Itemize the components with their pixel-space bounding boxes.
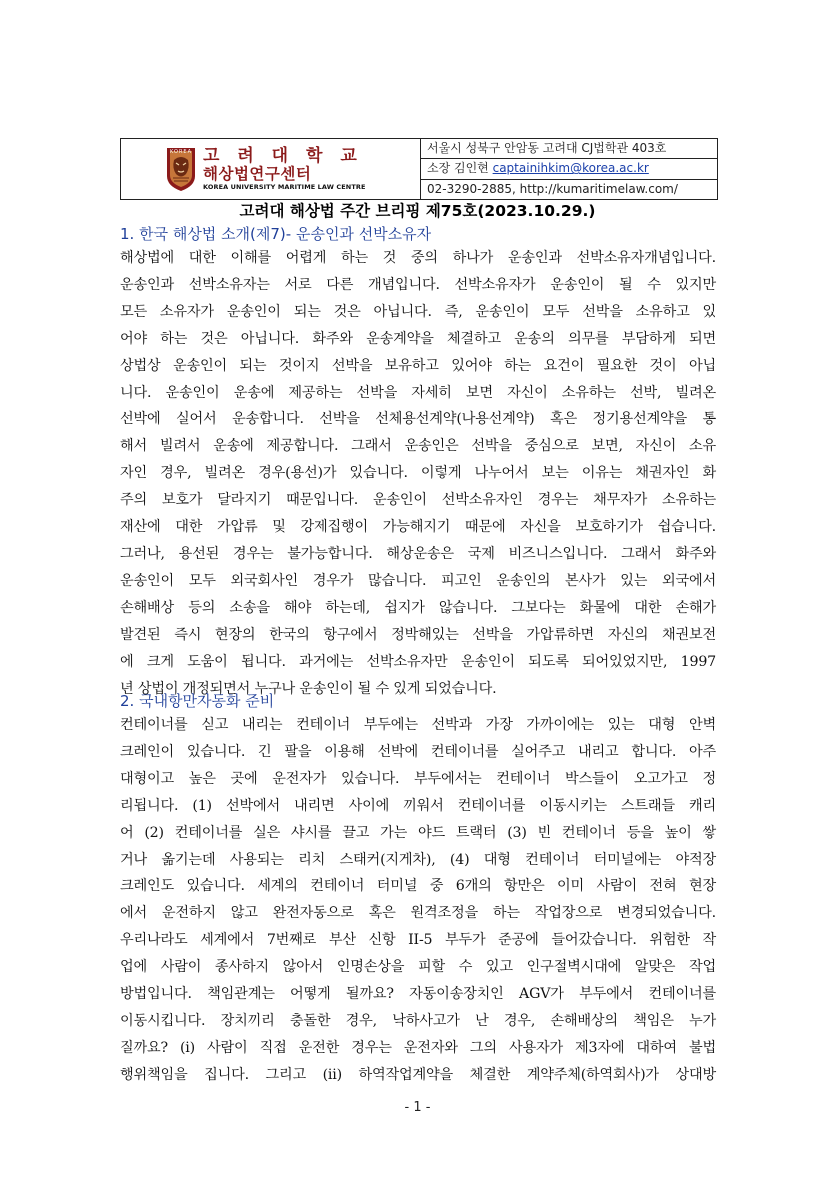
- text-line: 업에 사람이 종사하지 않아서 인명손상을 피할 수 있고 인구절벽시대에 알맞은 작업: [120, 959, 716, 976]
- text-line: 대형이고 높은 곳에 운전자가 있습니다. 부두에서는 컨테이너 박스들이 오고가고 정: [120, 770, 716, 787]
- section-heading-2: 2. 국내항만자동화 준비: [120, 692, 275, 710]
- text-line: 질까요? (i) 사람이 직접 운전한 경우는 운전자와 그의 사용자가 제3자에 대하여 불법: [120, 1039, 716, 1056]
- address-row: 서울시 성북구 안암동 고려대 CJ법학관 403호: [421, 139, 717, 159]
- text-line: 자인 경우, 빌려온 경우(용선)가 있습니다. 이렇게 나누어서 보는 이유는 채권자인 화: [120, 465, 716, 482]
- logo-text: [203, 147, 366, 192]
- text-line: 니다. 운송인이 운송에 제공하는 선박을 자세히 보면 자신이 소유하는 선박, 빌려온: [120, 384, 716, 401]
- text-line: 크레인도 있습니다. 세계의 컨테이너 터미널 중 6개의 항만은 이미 사람이 전혀 현장: [120, 878, 716, 895]
- university-name: 고 려 대 학 교: [203, 145, 363, 166]
- text-line: 컨테이너를 싣고 내리는 컨테이너 부두에는 선박과 가장 가까이에는 있는 대형 안벽: [120, 717, 716, 733]
- text-line: 거나 옮기는데 사용되는 리치 스태커(지게차), (4) 대형 컨테이너 터미널에는 야적장: [120, 851, 716, 868]
- text-line: 상법상 운송인이 되는 것이지 선박을 보유하고 있어야 하는 요건이 필요한 것이 아닙: [120, 357, 716, 374]
- text-line: 우리나라도 세계에서 7번째로 부산 신항 II-5 부두가 준공에 들어갔습니다. 위험한 작: [120, 932, 716, 949]
- text-line: 주의 보호가 달라지기 때문입니다. 운송인이 선박소유자인 경우는 채무자가 소유하는: [120, 492, 716, 509]
- section-body-1: [120, 245, 716, 702]
- text-line: 이동시킵니다. 장치끼리 충돌한 경우, 낙하사고가 난 경우, 손해배상의 책임은 누가: [120, 1012, 716, 1029]
- text-line: 모든 소유자가 운송인이 되는 것은 아닙니다. 즉, 운송인이 모두 선박을 소유하고 있: [120, 303, 716, 320]
- director-row: [421, 159, 717, 179]
- email-link[interactable]: captainihkim@korea.ac.kr: [492, 161, 649, 176]
- text-line: 에서 운전하지 않고 완전자동으로 혹은 원격조정을 하는 작업장으로 변경되었습니다.: [120, 905, 716, 922]
- logo-cell: [121, 139, 421, 199]
- emblem-label: KOREA: [170, 149, 192, 155]
- brief-title: 고려대 해상법 주간 브리핑 제75호(2023.10.29.): [239, 202, 596, 220]
- director-label: 소장 김인현: [427, 161, 489, 176]
- text-line: 발견된 즉시 현장의 한국의 항구에서 정박해있는 선박을 가압류하면 자신의 채권보전: [120, 626, 716, 643]
- letterhead-table: [120, 138, 718, 200]
- text-line: 리됩니다. (1) 선박에서 내리면 사이에 끼워서 컨테이너를 이동시키는 스트래들 캐리: [120, 797, 716, 814]
- text-line: 에 크게 도움이 됩니다. 과거에는 선박소유자만 운송인이 되도록 되어있었지만, 1997: [120, 653, 716, 670]
- text-line: 운송인과 선박소유자는 서로 다른 개념입니다. 선박소유자가 운송인이 될 수 있지만: [120, 276, 716, 293]
- text-line: 어 (2) 컨테이너를 실은 샤시를 끌고 가는 야드 트랙터 (3) 빈 컨테이너 등을 높이 쌓: [120, 824, 716, 841]
- text-line: 어야 하는 것은 아닙니다. 화주와 운송계약을 체결하고 운송의 의무를 부담하게 되면: [120, 330, 716, 347]
- text-line: 년 상법이 개정되면서 누구나 운송인이 될 수 있게 되었습니다.: [120, 680, 497, 697]
- text-line: 해서 빌려서 운송에 제공합니다. 그래서 운송인은 선박을 중심으로 보면, 자신이 소유: [120, 438, 716, 455]
- text-line: 운송인이 모두 외국회사인 경우가 많습니다. 피고인 운송인의 본사가 있는 외국에서: [120, 572, 716, 589]
- page-number: - 1 -: [404, 1100, 431, 1115]
- section-heading-1: 1. 한국 해상법 소개(제7)- 운송인과 선박소유자: [120, 225, 432, 243]
- text-line: 해상법에 대한 이해를 어렵게 하는 것 중의 하나가 운송인과 선박소유자개념입니다.: [120, 250, 716, 266]
- tiger-emblem-icon: [165, 146, 197, 192]
- text-line: 행위책임을 집니다. 그리고 (ii) 하역작업계약을 체결한 계약주체(하역회사)가 상대방: [120, 1066, 716, 1083]
- text-line: 재산에 대한 가압류 및 강제집행이 가능해지기 때문에 자신을 보호하기가 쉽습니다.: [120, 519, 716, 536]
- center-english-name: KOREA UNIVERSITY MARITIME LAW CENTRE: [203, 182, 366, 191]
- section-body-2: [120, 712, 716, 1089]
- contact-info-cell: [421, 139, 717, 199]
- text-line: 방법입니다. 책임관계는 어떻게 될까요? 자동이송장치인 AGV가 부두에서 컨테이너를: [120, 986, 716, 1003]
- phone-web-row: 02-3290-2885, http://kumaritimelaw.com/: [427, 181, 678, 196]
- text-line: 손해배상 등의 소송을 해야 하는데, 쉽지가 않습니다. 그보다는 화물에 대한 손해가: [120, 599, 716, 616]
- text-line: 그러나, 용선된 경우는 불가능합니다. 해상운송은 국제 비즈니스입니다. 그래서 화주와: [120, 545, 716, 562]
- center-name: 해상법연구센터: [203, 164, 312, 183]
- text-line: 선박에 실어서 운송합니다. 선박을 선체용선계약(나용선계약) 혹은 정기용선계약을 통: [120, 411, 716, 428]
- text-line: 크레인이 있습니다. 긴 팔을 이용해 선박에 컨테이너를 실어주고 내리고 합니다. 아주: [120, 743, 716, 760]
